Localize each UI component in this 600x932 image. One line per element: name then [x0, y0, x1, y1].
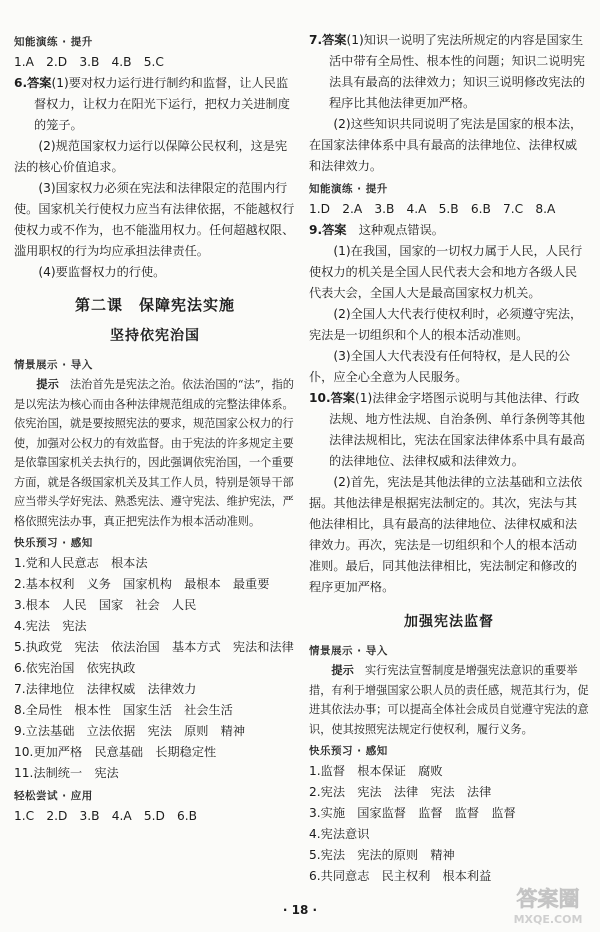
section-tag: 知能演练 · 提升 — [309, 183, 388, 195]
list-item: 3.根本 人民 国家 社会 人民 — [14, 598, 197, 612]
list-item: 4.宪法 宪法 — [14, 619, 87, 633]
list-item: 5.宪法 宪法的原则 精神 — [309, 848, 455, 862]
section-tag: 轻松尝试 · 应用 — [14, 790, 93, 802]
list-item: 4.宪法意识 — [309, 827, 370, 841]
tip-label: 提示 — [36, 377, 59, 391]
tip-label: 提示 — [331, 663, 354, 677]
answer-label: 10.答案 — [309, 391, 355, 405]
watermark-logo — [502, 882, 594, 928]
page-number: · 18 · — [282, 903, 318, 917]
answer-10-part-2: (2)首先，宪法是其他法律的立法基础和立法依据。其他法律是根据宪法制定的。其次，宪法与其他法律相比，具有最高的法律地位、法律权威和法律效力。再次，宪法是一切组织和个人的根本活动准则。最后，同其他法律相比，宪法制定和修改的程序更加严格。 — [309, 475, 583, 594]
answer-7-part-2: (2)这些知识共同说明了宪法是国家的根本法，在国家法律体系中具有最高的法律地位、法律权威和法律效力。 — [309, 117, 583, 173]
answer-6-part-1: 6.答案(1)要对权力运行进行制约和监督，让人民监督权力，让权力在阳光下运行，把权力关进制度的笼子。 — [14, 76, 290, 132]
subsection-title: 加强宪法监督 — [404, 614, 494, 630]
answer-6-part-3: (3)国家权力必须在宪法和法律限定的范围内行使。国家机关行使权力应当有法律依据，不能越权行使权力或不作为，也不能滥用权力。任何超越权限、滥用职权的行为均应承担法律责任。 — [14, 181, 295, 258]
tip-paragraph: 提示 法治首先是宪法之治。依法治国的“法”，指的是以宪法为核心而由各种法律规范组成的完整法律体系。依宪治国，就是要按照宪法的要求，规范国家公权力的行使，加强对公权力的有效监督。由于宪法的许多规定主要是依靠国家机关去执行的，因此强调依宪治国，一个重要方面，就是各级国家机关及其工作人员，特别是领导干部应当带头学好宪法、熟悉宪法、遵守宪法、维护宪法，严格依照宪法办事，真正把宪法作为根本活动准则。 — [14, 377, 294, 528]
answer-label: 6.答案 — [14, 76, 52, 90]
left-column — [14, 30, 296, 827]
section-tag: 情景展示 · 导入 — [309, 645, 388, 657]
section-tag: 知能演练 · 提升 — [14, 36, 93, 48]
answer-9-intro: 9.答案 这种观点错误。 — [309, 223, 444, 237]
list-item: 6.共同意志 民主权利 根本利益 — [309, 869, 492, 883]
section-tag: 快乐预习 · 感知 — [14, 537, 93, 549]
list-item: 7.法律地位 法律权威 法律效力 — [14, 682, 197, 696]
list-item: 8.全局性 根本性 国家生活 社会生活 — [14, 703, 233, 717]
svg-text:答案圈: 答案圈 — [516, 887, 580, 911]
answer-9-part-2: (2)全国人大代表行使权利时，必须遵守宪法，宪法是一切组织和个人的根本活动准则。 — [309, 307, 583, 342]
answer-6-part-4: (4)要监督权力的行使。 — [38, 265, 166, 279]
list-item: 1.监督 根本保证 腐败 — [309, 764, 443, 778]
right-column — [309, 30, 589, 887]
answer-7-part-1: 7.答案(1)知识一说明了宪法所规定的内容是国家生活中带有全局性、根本性的问题；知识二说明宪法具有最高的法律效力；知识三说明修改宪法的程序比其他法律更加严格。 — [309, 33, 585, 110]
answer-9-part-1: (1)在我国，国家的一切权力属于人民，人民行使权力的机关是全国人民代表大会和地方各级人民代表大会，全国人大是最高国家权力机关。 — [309, 244, 583, 300]
list-item: 11.法制统一 宪法 — [14, 766, 119, 780]
list-item: 10.更加严格 民意基础 长期稳定性 — [14, 745, 217, 759]
svg-text:MXQE.COM: MXQE.COM — [513, 913, 583, 926]
mc-answers: 1.D 2.A 3.B 4.A 5.B 6.B 7.C 8.A — [309, 202, 556, 216]
list-item: 2.基本权利 义务 国家机构 最根本 最重要 — [14, 577, 270, 591]
tip-paragraph: 提示 实行宪法宣誓制度是增强宪法意识的重要举措，有利于增强国家公职人员的责任感，规范其行为，促进其依法办事；可以提高全体社会成员自觉遵守宪法的意识，使其按照宪法规定行使权利，履行义务。 — [309, 663, 589, 736]
list-item: 5.执政党 宪法 依法治国 基本方式 宪法和法律 — [14, 640, 294, 654]
list-item: 1.党和人民意志 根本法 — [14, 556, 148, 570]
mc-answers: 1.C 2.D 3.B 4.A 5.D 6.B — [14, 809, 198, 823]
subsection-title: 坚持依宪治国 — [110, 328, 200, 344]
mc-answers: 1.A 2.D 3.B 4.B 5.C — [14, 55, 164, 69]
section-tag: 情景展示 · 导入 — [14, 359, 93, 371]
section-tag: 快乐预习 · 感知 — [309, 745, 388, 757]
answer-label: 9.答案 — [309, 223, 347, 237]
answer-6-part-2: (2)规范国家权力运行以保障公民权利，这是宪法的核心价值追求。 — [14, 139, 288, 174]
list-item: 3.实施 国家监督 监督 监督 监督 — [309, 806, 516, 820]
answer-label: 7.答案 — [309, 33, 347, 47]
lesson-title: 第二课 保障宪法实施 — [74, 296, 235, 314]
answer-10-part-1: 10.答案(1)法律金字塔图示说明与其他法律、行政法规、地方性法规、自治条例、单行条例等其他法律法规相比，宪法在国家法律体系中具有最高的法律地位、法律权威和法律效力。 — [309, 391, 585, 468]
list-item: 2.宪法 宪法 法律 宪法 法律 — [309, 785, 492, 799]
answer-9-part-3: (3)全国人大代表没有任何特权，是人民的公仆，应全心全意为人民服务。 — [309, 349, 571, 384]
list-item: 9.立法基础 立法依据 宪法 原则 精神 — [14, 724, 246, 738]
list-item: 6.依宪治国 依宪执政 — [14, 661, 136, 675]
